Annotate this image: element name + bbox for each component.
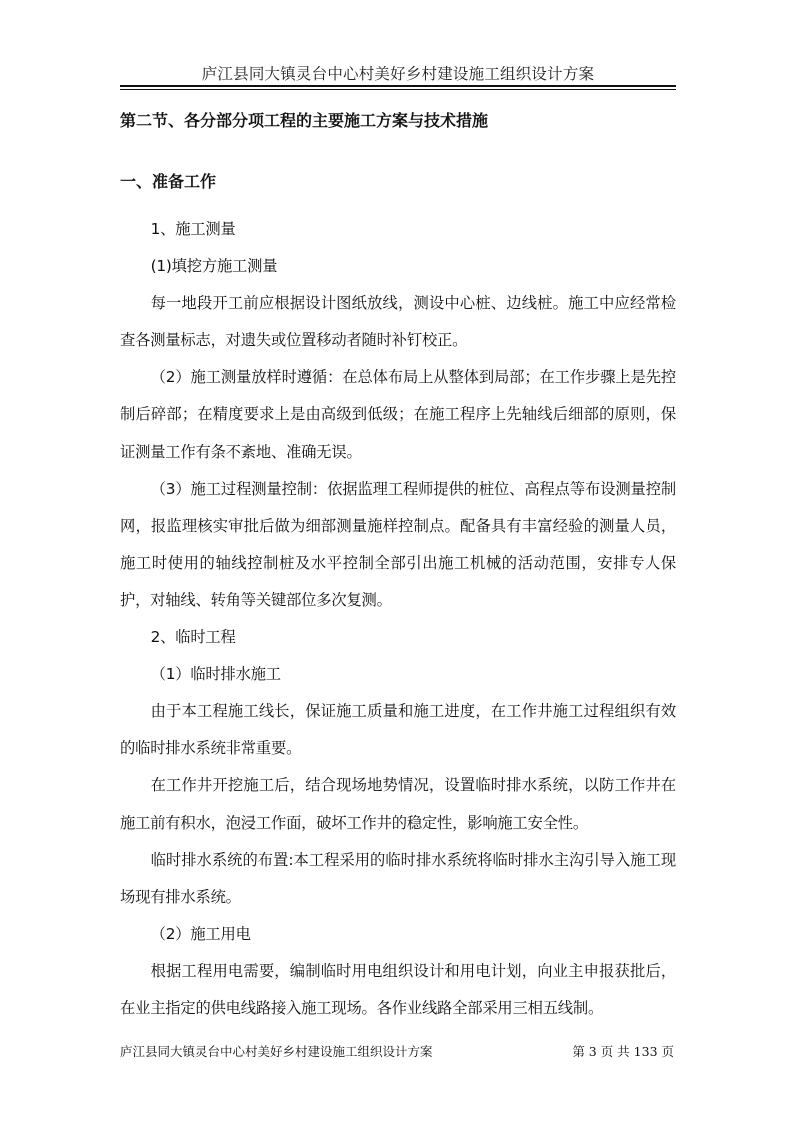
sub-heading: 一、准备工作 xyxy=(120,172,217,191)
paragraph-heading: 1、施工测量 xyxy=(150,220,236,238)
running-header-title: 庐江县同大镇灵台中心村美好乡村建设施工组织设计方案 xyxy=(201,65,595,83)
footer-title: 庐江县同大镇灵台中心村美好乡村建设施工组织设计方案 xyxy=(120,1044,433,1059)
header-rule-thick xyxy=(120,85,676,87)
paragraph: 在工作井开挖施工后，结合现场地势情况，设置临时排水系统，以防工作井在施工前有积水，泡浸工作面，破坏工作井的稳定性，影响施工安全性。 xyxy=(120,776,676,832)
header-rule-thin xyxy=(120,89,676,90)
page-number: 第 3 页 共 133 页 xyxy=(572,1044,674,1059)
section-heading: 第二节、各分部分项工程的主要施工方案与技术措施 xyxy=(120,111,489,130)
body-text xyxy=(120,211,676,1027)
paragraph: 临时排水系统的布置:本工程采用的临时排水系统将临时排水主沟引导入施工现场现有排水系统。 xyxy=(120,850,676,906)
paragraph: 每一地段开工前应根据设计图纸放线，测设中心桩、边线桩。施工中应经常检查各测量标志，对遗失或位置移动者随时补钉校正。 xyxy=(120,294,676,350)
paragraph: （3）施工过程测量控制：依据监理工程师提供的桩位、高程点等布设测量控制网，报监理核实审批后做为细部测量施样控制点。配备具有丰富经验的测量人员，施工时使用的轴线控制桩及水平控制全部引出施工机械的活动范围，安排专人保护，对轴线、转角等关键部位多次复测。 xyxy=(120,479,676,609)
paragraph: （2）施工测量放样时遵循：在总体布局上从整体到局部；在工作步骤上是先控制后碎部；在精度要求上是由高级到低级；在施工程序上先轴线后细部的原则，保证测量工作有条不紊地、准确无误。 xyxy=(120,368,676,461)
paragraph: 由于本工程施工线长，保证施工质量和施工进度，在工作井施工过程组织有效的临时排水系统非常重要。 xyxy=(120,702,676,758)
paragraph-heading: （2）施工用电 xyxy=(150,924,251,943)
paragraph: 根据工程用电需要，编制临时用电组织设计和用电计划，向业主申报获批后，在业主指定的供电线路接入施工现场。各作业线路全部采用三相五线制。 xyxy=(120,961,676,1017)
paragraph-heading: 2、临时工程 xyxy=(150,628,236,647)
paragraph-heading: (1)填挖方施工测量 xyxy=(150,257,278,276)
paragraph-heading: （1）临时排水施工 xyxy=(150,665,281,684)
